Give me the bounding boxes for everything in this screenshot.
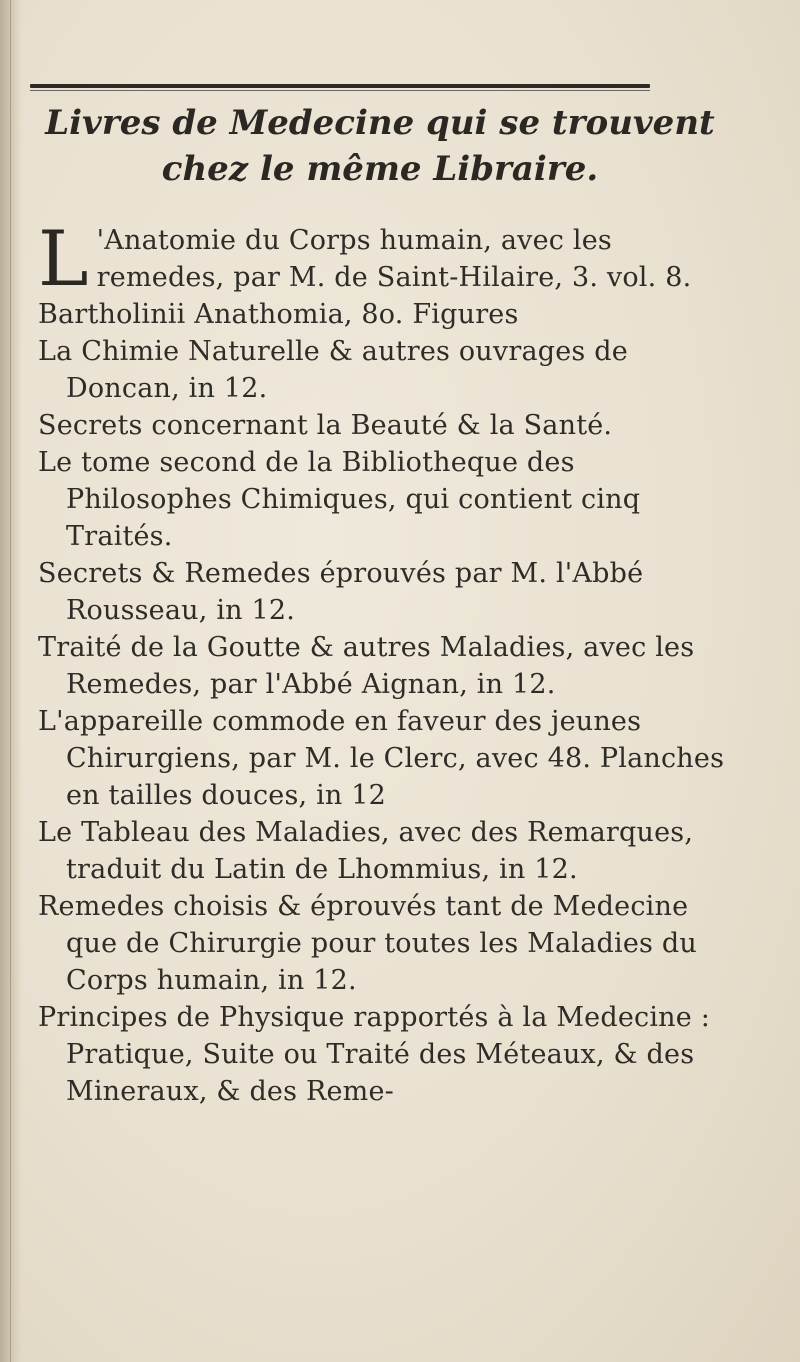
page-gutter-shadow [0,0,22,1362]
list-item: Le Tableau des Maladies, avec des Remarques, traduit du Latin de Lhommius, in 12. [38,817,694,885]
page-gutter-line [10,0,11,1362]
list-item: Le tome second de la Bibliotheque des Philosophes Chimiques, qui contient cinq Traités. [38,447,641,552]
top-rule-thick [30,84,650,88]
top-rule-thin [30,90,650,91]
page-title [30,100,730,192]
list-item: Remedes choisis & éprouvés tant de Medecine que de Chirurgie pour toutes les Maladies du Corps humain, in 12. [38,891,697,996]
list-item: Secrets concernant la Beauté & la Santé. [38,410,613,441]
list-item: Traité de la Goutte & autres Maladies, avec les Remedes, par l'Abbé Aignan, in 12. [38,632,695,700]
entry-text: 'Anatomie du Corps humain, avec les remedes, par M. de Saint-Hilaire, 3. vol. 8. [96,225,692,293]
list-item: Bartholinii Anathomia, 8o. Figures [38,299,519,330]
list-item: L'appareille commode en faveur des jeunes Chirurgiens, par M. le Clerc, avec 48. Planches en tailles douces, in 12 [38,706,725,811]
book-list [38,214,728,1110]
drop-cap: L [38,214,89,303]
title-line-1: Livres de Medecine qui se trouvent [45,103,715,143]
title-line-2: chez le même Libraire. [161,149,599,189]
list-item: Secrets & Remedes éprouvés par M. l'Abbé Rousseau, in 12. [38,558,644,626]
list-item: Principes de Physique rapportés à la Medecine : Pratique, Suite ou Traité des Méteaux, & des Mineraux, & des Reme- [38,1002,711,1107]
list-item: La Chimie Naturelle & autres ouvrages de Doncan, in 12. [38,336,628,404]
list-item [38,214,728,303]
